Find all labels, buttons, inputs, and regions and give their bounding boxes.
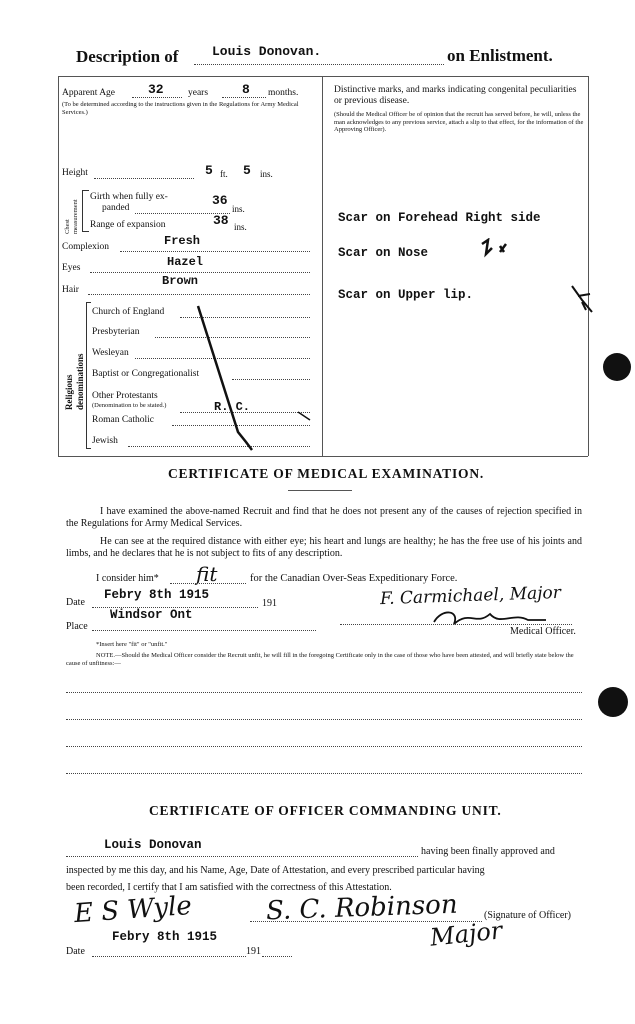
range-label: Range of expansion [90, 220, 166, 230]
months-label: months. [268, 88, 299, 98]
religion-jewish: Jewish [92, 436, 118, 446]
header-prefix: Description of [76, 47, 179, 66]
mark-upper-lip: Scar on Upper lip. [338, 288, 474, 302]
commanding-text-3: been recorded, I certify that I am satisfied with the correctness of this Attestation. [66, 882, 392, 893]
punch-hole [603, 353, 631, 381]
left-border [58, 76, 59, 456]
medical-title: CERTIFICATE OF MEDICAL EXAMINATION. [168, 466, 485, 481]
medical-officer-label: Medical Officer. [510, 626, 576, 637]
medical-note: NOTE.—Should the Medical Officer consider the Recruit unfit, he will fill in the foregoing Certificate only in the case of those who have been attested, and will briefly state below the cause of unfitness:— [66, 652, 574, 667]
header-suffix: on Enlistment. [447, 46, 553, 65]
mark-nose: Scar on Nose [338, 246, 429, 260]
height-ft: 5 [205, 163, 213, 178]
medical-footnote: *Insert here "fit" or "unfit." [96, 641, 168, 648]
ft-label: ft. [220, 169, 228, 179]
commanding-date-label: Date [66, 946, 85, 957]
religion-label: Religious denominations [64, 353, 85, 410]
range-value: 38 [213, 213, 229, 228]
consider-suffix: for the Canadian Over-Seas Expeditionary Force. [250, 573, 458, 584]
right-border [588, 76, 589, 456]
medical-officer-signature: F. Carmichael, Major [379, 582, 562, 610]
medical-date-label: Date [66, 597, 85, 608]
header-rule [58, 76, 588, 77]
commanding-officer-signature: S. C. Robinson [265, 889, 459, 927]
religion-check-stroke [180, 300, 320, 460]
religion-church-of-england: Church of England [92, 307, 165, 317]
complexion-value: Fresh [164, 234, 201, 248]
medical-date: Febry 8th 1915 [104, 588, 210, 602]
unfitness-line-1 [66, 692, 582, 693]
mark-forehead: Scar on Forehead Right side [338, 211, 541, 225]
religion-baptist: Baptist or Congregationalist [92, 369, 200, 379]
commanding-year-label: 191 [246, 946, 261, 957]
column-divider [322, 76, 323, 456]
hair-label: Hair [62, 285, 79, 295]
commanding-recruit-name: Louis Donovan [104, 838, 202, 852]
commanding-title: CERTIFICATE OF OFFICER COMMANDING UNIT. [149, 803, 502, 818]
religion-presbyterian: Presbyterian [92, 327, 140, 337]
eyes-value: Hazel [167, 255, 204, 269]
recruit-name: Louis Donovan. [212, 44, 322, 59]
medical-paragraph-2: He can see at the required distance with either eye; his heart and lungs are healthy; he has the free use of his joints and limbs, and he declares that he is not subject to fits of any description. [66, 536, 582, 559]
marks-note: (Should the Medical Officer be of opinion that the recruit has served before, he will, unless the man acknowledges to any previous service, attach a slip to that effect, for the information of the Approving Officer). [334, 111, 584, 133]
unfitness-line-3 [66, 746, 582, 747]
witness-signature: E S Wyle [73, 890, 193, 930]
consider-label: I consider him* [96, 573, 159, 584]
hair-value: Brown [162, 274, 199, 288]
range-unit: ins. [234, 222, 247, 232]
commanding-date: Febry 8th 1915 [112, 930, 218, 944]
girth-unit: ins. [232, 204, 245, 214]
ins-label: ins. [260, 169, 273, 179]
medical-paragraph-1: I have examined the above-named Recruit and find that he does not present any of the causes of rejection specified in the Regulations for Army Medical Services. [66, 506, 582, 529]
punch-hole [598, 687, 628, 717]
signature-of-officer-label: (Signature of Officer) [484, 910, 572, 921]
age-years: 32 [148, 82, 164, 97]
commanding-text-2: inspected by me this day, and his Name, Age, Date of Attestation, and every prescribed particular having [66, 865, 485, 876]
years-label: years [188, 88, 209, 98]
religion-other-protestants: Other Protestants [92, 391, 158, 401]
officer-rank: Major [428, 916, 504, 952]
age-months: 8 [242, 82, 250, 97]
complexion-label: Complexion [62, 242, 109, 252]
eyes-label: Eyes [62, 263, 81, 273]
religion-value: R. C. [214, 400, 251, 414]
age-note: (To be determined according to the instructions given in the Regulations for Army Medical Services.) [62, 101, 299, 116]
ink-pen-mark [568, 282, 598, 318]
unfitness-line-4 [66, 773, 582, 774]
marks-title: Distinctive marks, and marks indicating congenital peculiarities or previous disease. [334, 85, 577, 106]
height-in: 5 [243, 163, 251, 178]
girth-label-2: panded [102, 203, 130, 213]
place-label: Place [66, 621, 88, 632]
religion-roman-catholic: Roman Catholic [92, 415, 155, 425]
chest-label: Chest measurement [64, 199, 79, 234]
girth-value: 36 [212, 193, 228, 208]
ink-mark [478, 238, 510, 260]
form-header [76, 47, 178, 67]
commanding-text-1: having been finally approved and [421, 846, 555, 857]
religion-wesleyan: Wesleyan [92, 348, 129, 358]
unfitness-line-2 [66, 719, 582, 720]
age-label: Apparent Age [62, 88, 116, 98]
height-label: Height [62, 168, 88, 178]
consider-value: fit [196, 562, 218, 586]
denomination-note: (Denomination to be stated.) [92, 402, 167, 409]
medical-place: Windsor Ont [110, 608, 193, 622]
girth-label-1: Girth when fully ex- [90, 192, 168, 202]
medical-year-label: 191 [262, 598, 277, 609]
section-rule [58, 456, 588, 457]
